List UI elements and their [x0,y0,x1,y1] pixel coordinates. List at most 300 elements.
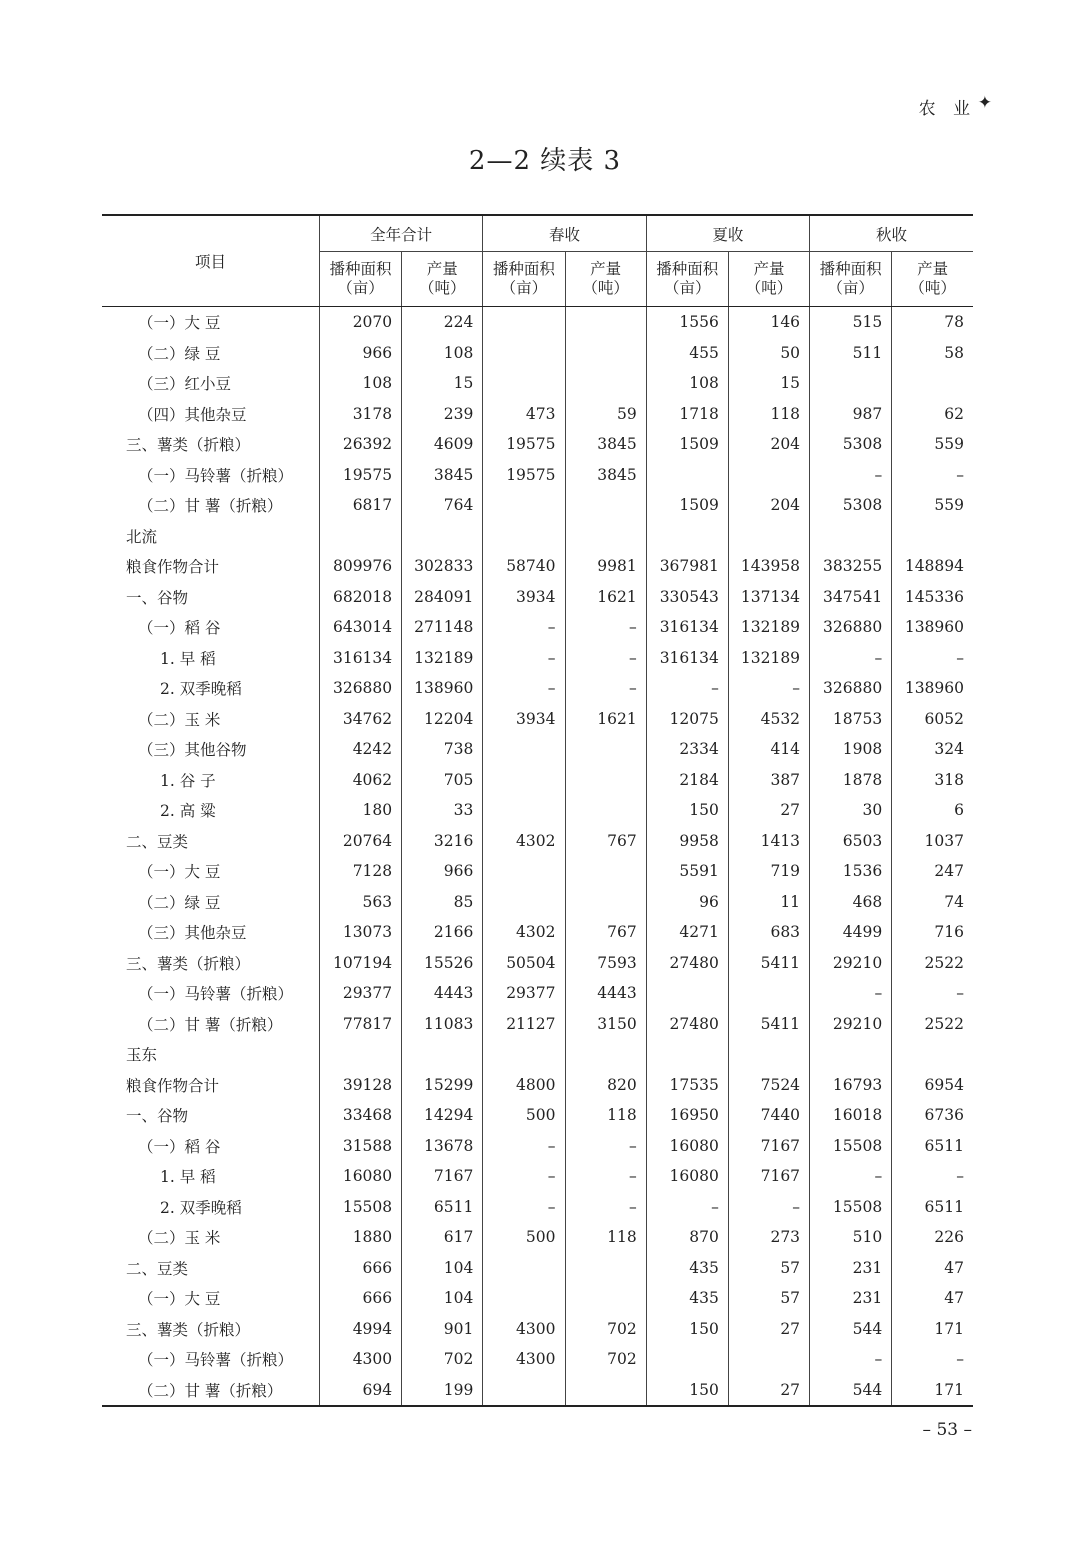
cell-yield: 15526 [402,948,483,979]
cell-area: 15508 [810,1192,892,1223]
diamond-icon: ✦ [977,93,992,113]
cell-area: 4302 [483,826,565,857]
cell-yield [728,521,809,552]
cell-yield: 559 [892,490,973,521]
cell-yield: 702 [565,1314,646,1345]
cell-area: 694 [319,1375,401,1407]
cell-yield: 3150 [565,1009,646,1040]
header-yield-unit: （吨） [582,279,629,297]
cell-area: 27480 [646,1009,728,1040]
cell-yield: 27 [728,1375,809,1407]
table-row [102,1070,973,1101]
row-label: （二）绿 豆 [138,344,221,363]
cell-yield: 6954 [892,1070,973,1101]
table-row [102,795,973,826]
row-label: 2. 双季晚稻 [160,1198,242,1217]
cell-yield [565,1039,646,1070]
cell-area [646,521,728,552]
cell-yield: 4532 [728,704,809,735]
cell-yield: 7167 [402,1161,483,1192]
cell-yield [892,521,973,552]
cell-area: 666 [319,1253,401,1284]
crop-table [102,214,973,1407]
cell-area: 26392 [319,429,401,460]
cell-area: 682018 [319,582,401,613]
cell-yield: 764 [402,490,483,521]
cell-area: – [810,460,892,491]
cell-area: 544 [810,1375,892,1407]
header-yield-unit: （吨） [745,279,793,297]
cell-yield: 4443 [402,978,483,1009]
cell-area: 1536 [810,856,892,887]
header-area-unit: （亩） [664,279,711,297]
cell-area: 1908 [810,734,892,765]
cell-yield: 6511 [402,1192,483,1223]
cell-yield: 271148 [402,612,483,643]
table-row [102,917,973,948]
cell-yield: 318 [892,765,973,796]
header-area [319,252,401,307]
table-title: 2—2 续表 3 [468,146,622,176]
cell-yield: – [892,1344,973,1375]
row-label: （三）其他谷物 [138,741,247,760]
cell-area: 563 [319,887,401,918]
cell-area: 326880 [810,612,892,643]
cell-yield [565,1283,646,1314]
cell-area: 18753 [810,704,892,735]
cell-yield [728,978,809,1009]
cell-yield [892,368,973,399]
cell-yield: 118 [565,1100,646,1131]
cell-area [810,368,892,399]
cell-yield: 138960 [892,612,973,643]
cell-area: 150 [646,795,728,826]
cell-area: 5591 [646,856,728,887]
cell-area [319,521,401,552]
cell-yield: 15299 [402,1070,483,1101]
cell-area: 4300 [319,1344,401,1375]
cell-area: 231 [810,1283,892,1314]
cell-area: 2334 [646,734,728,765]
header-area-unit: （亩） [500,279,548,297]
table-row [102,826,973,857]
cell-yield: 138960 [402,673,483,704]
cell-area: 4994 [319,1314,401,1345]
cell-yield: 7524 [728,1070,809,1101]
cell-area: 29377 [483,978,565,1009]
cell-area: 16080 [646,1131,728,1162]
cell-area [483,490,565,521]
table-row [102,1253,973,1284]
cell-yield: 146 [728,307,809,338]
cell-yield: 2166 [402,917,483,948]
cell-yield [728,460,809,491]
header-yield-unit: （吨） [909,279,956,297]
cell-yield: 15 [728,368,809,399]
table-row [102,490,973,521]
cell-yield: 132189 [402,643,483,674]
cell-area: 19575 [483,429,565,460]
row-label: 1. 谷 子 [160,771,216,790]
cell-area: 4800 [483,1070,565,1101]
row-label: 三、薯类（折粮） [126,436,251,455]
cell-area: – [483,673,565,704]
cell-yield: 13678 [402,1131,483,1162]
row-label: （二）甘 薯（折粮） [138,497,283,516]
cell-yield: 284091 [402,582,483,613]
cell-area [483,795,565,826]
cell-yield: 7167 [728,1131,809,1162]
header-yield [565,252,646,307]
cell-area: 19575 [319,460,401,491]
cell-yield [892,1039,973,1070]
cell-area: 870 [646,1222,728,1253]
cell-yield: 62 [892,399,973,430]
row-label: 1. 早 稻 [160,1168,216,1187]
table-row [102,765,973,796]
cell-area: – [483,612,565,643]
header-area-label: 播种面积 [329,260,392,278]
cell-area: 12075 [646,704,728,735]
cell-area: 326880 [810,673,892,704]
cell-yield: 559 [892,429,973,460]
cell-yield: 199 [402,1375,483,1407]
row-label: 1. 早 稻 [160,649,216,668]
cell-area: 1880 [319,1222,401,1253]
cell-yield: 719 [728,856,809,887]
header-yield [402,252,483,307]
header-area-label: 播种面积 [819,260,882,278]
cell-area: 5308 [810,490,892,521]
cell-area: 383255 [810,551,892,582]
header-area-label: 播种面积 [656,260,719,278]
table-row [102,307,973,338]
cell-area: 21127 [483,1009,565,1040]
cell-yield [565,765,646,796]
cell-yield: 78 [892,307,973,338]
row-label: 一、谷物 [126,1107,189,1126]
cell-area: 4300 [483,1314,565,1345]
cell-yield: 33 [402,795,483,826]
cell-yield: 171 [892,1314,973,1345]
table-row [102,429,973,460]
cell-area: – [810,1161,892,1192]
table-row [102,948,973,979]
table-row [102,1344,973,1375]
header-area [483,252,565,307]
cell-area: 107194 [319,948,401,979]
cell-yield: 11083 [402,1009,483,1040]
cell-area: 4242 [319,734,401,765]
cell-area: – [810,643,892,674]
cell-area: – [646,1192,728,1223]
cell-yield: 118 [728,399,809,430]
table-row [102,582,973,613]
header-group-summer: 夏收 [646,215,809,252]
table-row [102,1039,973,1070]
header-yield-label: 产量 [426,260,458,278]
cell-area: 4062 [319,765,401,796]
cell-yield: 683 [728,917,809,948]
cell-yield: 6 [892,795,973,826]
cell-area: 1556 [646,307,728,338]
cell-area: 3178 [319,399,401,430]
row-label: 二、豆类 [126,1259,189,1278]
cell-yield: 702 [565,1344,646,1375]
cell-yield: 58 [892,338,973,369]
cell-yield: – [565,643,646,674]
cell-area [646,978,728,1009]
cell-area [483,1253,565,1284]
cell-yield: – [892,978,973,1009]
row-label: 粮食作物合计 [126,1076,220,1095]
row-label: （三）红小豆 [138,375,232,394]
table-row [102,1222,973,1253]
table-row [102,460,973,491]
cell-area: 435 [646,1283,728,1314]
cell-area [483,1039,565,1070]
table-row [102,1131,973,1162]
cell-area: 316134 [319,643,401,674]
cell-yield: 617 [402,1222,483,1253]
cell-area: – [483,1161,565,1192]
cell-yield: 2522 [892,948,973,979]
header-yield-label: 产量 [917,260,949,278]
cell-area: 3934 [483,704,565,735]
cell-yield [565,1375,646,1407]
cell-yield: 171 [892,1375,973,1407]
cell-area: – [646,673,728,704]
cell-yield: 143958 [728,551,809,582]
cell-area: 1878 [810,765,892,796]
table-row [102,673,973,704]
cell-yield: 705 [402,765,483,796]
cell-yield: – [565,1192,646,1223]
cell-area [646,1039,728,1070]
header-yield-unit: （吨） [418,279,466,297]
cell-yield: 7167 [728,1161,809,1192]
cell-yield: 118 [565,1222,646,1253]
row-label: 2. 双季晚稻 [160,680,242,699]
cell-yield: – [892,460,973,491]
row-label: （一）稻 谷 [138,1137,221,1156]
cell-area: 58740 [483,551,565,582]
cell-yield [402,1039,483,1070]
cell-area: 34762 [319,704,401,735]
cell-area: 231 [810,1253,892,1284]
row-label: （二）甘 薯（折粮） [138,1015,283,1034]
cell-yield: 7593 [565,948,646,979]
cell-yield: 57 [728,1253,809,1284]
cell-yield [565,368,646,399]
cell-area [483,856,565,887]
cell-yield: 138960 [892,673,973,704]
cell-area: 2070 [319,307,401,338]
header-area-unit: （亩） [337,279,384,297]
table-body [102,307,973,1407]
header-yield [728,252,809,307]
table-row [102,978,973,1009]
cell-area: 1718 [646,399,728,430]
table-row [102,1192,973,1223]
cell-yield: – [565,612,646,643]
cell-area: 29210 [810,1009,892,1040]
row-label: 三、薯类（折粮） [126,1320,251,1339]
cell-area [483,521,565,552]
table-row [102,643,973,674]
cell-yield: 1037 [892,826,973,857]
cell-yield: 47 [892,1253,973,1284]
cell-area: 500 [483,1222,565,1253]
row-label: （二）玉 米 [138,1229,221,1248]
table-row [102,1283,973,1314]
cell-yield [565,734,646,765]
running-head [918,93,992,119]
cell-area: 17535 [646,1070,728,1101]
cell-area: 809976 [319,551,401,582]
cell-area: 987 [810,399,892,430]
cell-area [483,765,565,796]
cell-area: 16018 [810,1100,892,1131]
cell-area: 180 [319,795,401,826]
table-row [102,521,973,552]
cell-area: 150 [646,1314,728,1345]
cell-yield: 132189 [728,643,809,674]
row-label: （二）玉 米 [138,710,221,729]
header-group-autumn: 秋收 [810,215,973,252]
row-label: （二）甘 薯（折粮） [102,1375,319,1407]
table-row [102,551,973,582]
cell-area: 5308 [810,429,892,460]
cell-area: 20764 [319,826,401,857]
cell-area [810,521,892,552]
cell-yield: 148894 [892,551,973,582]
row-label: 粮食作物合计 [126,558,220,577]
cell-yield [565,338,646,369]
header-yield [892,252,973,307]
cell-yield: 6511 [892,1192,973,1223]
cell-yield: 1413 [728,826,809,857]
row-label: （四）其他杂豆 [138,405,247,424]
cell-yield: 901 [402,1314,483,1345]
cell-yield: 15 [402,368,483,399]
cell-yield: 14294 [402,1100,483,1131]
cell-area [319,1039,401,1070]
cell-area: 4302 [483,917,565,948]
row-label: 北流 [126,527,158,546]
cell-area: 511 [810,338,892,369]
cell-area: 435 [646,1253,728,1284]
cell-area: 455 [646,338,728,369]
cell-yield: 1621 [565,582,646,613]
cell-area: 367981 [646,551,728,582]
row-label: （一）大 豆 [138,314,221,333]
header-area-unit: （亩） [827,279,874,297]
cell-yield: 3845 [402,460,483,491]
cell-area: 39128 [319,1070,401,1101]
cell-yield: 387 [728,765,809,796]
cell-yield: 104 [402,1283,483,1314]
cell-area: – [483,1192,565,1223]
cell-area: 96 [646,887,728,918]
cell-yield: 9981 [565,551,646,582]
cell-area: 31588 [319,1131,401,1162]
running-head-text: 农 业 [918,99,976,119]
cell-yield: – [565,1161,646,1192]
cell-area: 666 [319,1283,401,1314]
cell-area: 4499 [810,917,892,948]
cell-yield: – [892,643,973,674]
cell-area: 7128 [319,856,401,887]
cell-yield: 224 [402,307,483,338]
cell-area: 13073 [319,917,401,948]
table-row [102,399,973,430]
cell-yield: 50 [728,338,809,369]
table-row [102,734,973,765]
row-label: （一）稻 谷 [138,619,221,638]
cell-yield: 6736 [892,1100,973,1131]
cell-area: 473 [483,399,565,430]
cell-yield: 47 [892,1283,973,1314]
cell-yield: 1621 [565,704,646,735]
row-label: （一）马铃薯（折粮） [138,985,294,1004]
header-item: 项目 [102,215,319,307]
header-group-annual: 全年合计 [319,215,482,252]
row-label: 二、豆类 [126,832,189,851]
cell-area: 16080 [646,1161,728,1192]
cell-yield: 2522 [892,1009,973,1040]
cell-area: 77817 [319,1009,401,1040]
cell-yield: 966 [402,856,483,887]
cell-yield: 5411 [728,1009,809,1040]
cell-yield [565,887,646,918]
cell-area: 108 [646,368,728,399]
cell-yield: 59 [565,399,646,430]
cell-area [483,1283,565,1314]
header-area-label: 播种面积 [492,260,555,278]
cell-yield: 6511 [892,1131,973,1162]
cell-yield: 702 [402,1344,483,1375]
cell-area: 15508 [319,1192,401,1223]
cell-yield: 767 [565,826,646,857]
cell-yield [402,521,483,552]
cell-area: 515 [810,307,892,338]
row-label: （一）大 豆 [138,863,221,882]
table-row [102,368,973,399]
cell-yield [565,1253,646,1284]
cell-area: 19575 [483,460,565,491]
row-label: （一）马铃薯（折粮） [138,1351,294,1370]
cell-yield: 27 [728,1314,809,1345]
cell-yield: 57 [728,1283,809,1314]
row-label: 三、薯类（折粮） [126,954,251,973]
cell-area: 16793 [810,1070,892,1101]
cell-area: – [483,643,565,674]
cell-yield: 5411 [728,948,809,979]
header-area [646,252,728,307]
cell-yield: 7440 [728,1100,809,1131]
table-row [102,887,973,918]
cell-yield: – [565,1131,646,1162]
cell-area [646,460,728,491]
cell-area: – [483,1131,565,1162]
page-number: – 53 – [922,1420,972,1440]
cell-yield: 273 [728,1222,809,1253]
row-label: 一、谷物 [126,588,189,607]
cell-yield: 767 [565,917,646,948]
cell-yield: 6052 [892,704,973,735]
cell-area [483,368,565,399]
